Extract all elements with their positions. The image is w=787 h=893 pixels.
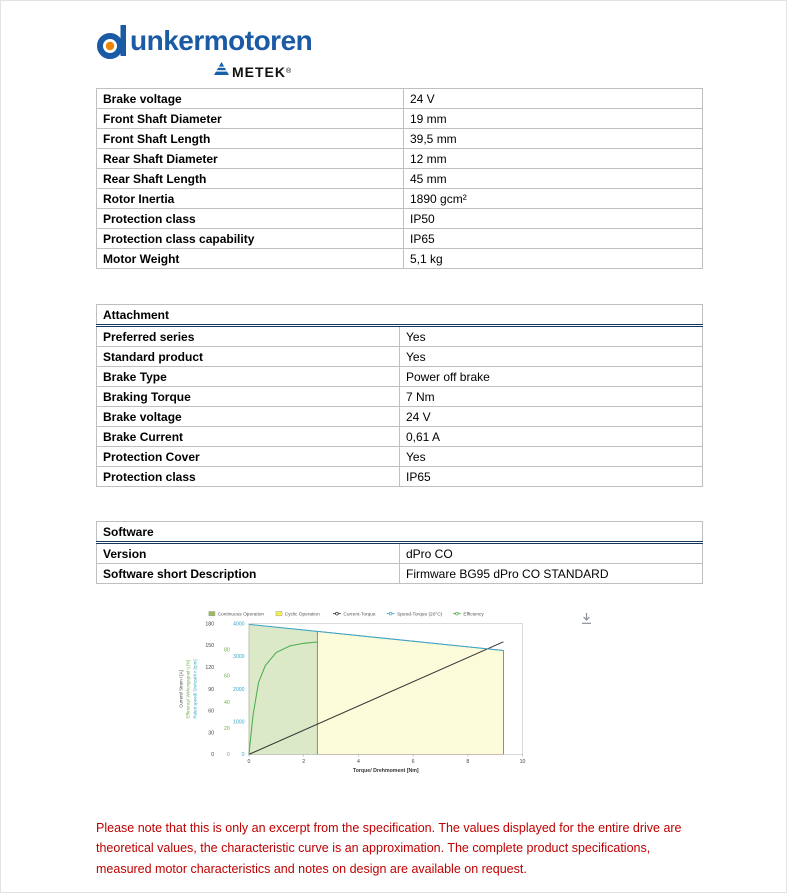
svg-text:10: 10 — [519, 759, 526, 766]
svg-text:6: 6 — [411, 759, 415, 766]
svg-text:0: 0 — [247, 759, 251, 766]
spec-value: Yes — [400, 447, 703, 467]
svg-text:90: 90 — [208, 686, 215, 693]
spec-value: 24 V — [404, 89, 703, 109]
table-row — [97, 367, 703, 387]
table-row — [97, 149, 703, 169]
svg-text:30: 30 — [208, 730, 215, 737]
svg-text:Cyclic Operation: Cyclic Operation — [284, 612, 320, 618]
svg-text:Current-Torque: Current-Torque — [343, 612, 376, 618]
svg-text:0: 0 — [226, 752, 230, 759]
spec-value: 45 mm — [404, 169, 703, 189]
svg-text:8: 8 — [466, 759, 470, 766]
svg-text:20: 20 — [223, 726, 230, 732]
svg-text:4000: 4000 — [232, 621, 245, 628]
svg-text:2: 2 — [302, 759, 306, 766]
svg-text:Rated speed/ Drehzahl n [rpm]: Rated speed/ Drehzahl n [rpm] — [192, 659, 198, 719]
download-icon[interactable] — [578, 612, 594, 628]
table-row — [97, 564, 703, 584]
svg-text:120: 120 — [205, 665, 215, 671]
ametek-name-text: METEK — [232, 63, 286, 80]
spec-label: Protection class — [97, 209, 404, 229]
svg-text:0: 0 — [211, 752, 215, 759]
spec-value: IP65 — [400, 467, 703, 487]
table-row — [97, 326, 703, 347]
svg-text:Speed-Torque (20°C): Speed-Torque (20°C) — [397, 612, 443, 618]
footer-note: Please note that this is only an excerpt from the specification. The values displayed for the entire drive are theoretical values, the characteristic curve is an approximation. The complete product specifications, measured motor characteristics and notes on design are available on request. — [96, 821, 682, 876]
table-row — [97, 467, 703, 487]
table-row — [97, 209, 703, 229]
software-section-header: Software — [97, 522, 703, 543]
spec-label: Front Shaft Diameter — [97, 109, 404, 129]
spec-label: Rear Shaft Diameter — [97, 149, 404, 169]
spec-table — [96, 88, 703, 269]
table-row — [97, 129, 703, 149]
svg-text:Continuous Operation: Continuous Operation — [217, 612, 265, 618]
table-row — [97, 249, 703, 269]
table-row — [97, 447, 703, 467]
table-row — [97, 169, 703, 189]
svg-text:Torque/ Drehmoment [Nm]: Torque/ Drehmoment [Nm] — [352, 767, 419, 774]
spec-label: Software short Description — [97, 564, 400, 584]
spec-value: dPro CO — [400, 543, 703, 564]
spec-label: Standard product — [97, 347, 400, 367]
dunkermotoren-d-icon — [96, 23, 129, 66]
spec-value: 0,61 A — [400, 427, 703, 447]
registered-mark: ® — [286, 67, 292, 75]
characteristic-curve-chart — [174, 608, 694, 792]
ametek-emblem-icon — [214, 62, 229, 81]
spec-label: Preferred series — [97, 326, 400, 347]
table-row — [97, 543, 703, 564]
table-row — [97, 347, 703, 367]
svg-text:4: 4 — [356, 759, 360, 766]
svg-text:2000: 2000 — [232, 686, 245, 693]
table-row — [97, 427, 703, 447]
spec-label: Version — [97, 543, 400, 564]
table-row — [97, 189, 703, 209]
svg-text:60: 60 — [223, 673, 230, 680]
svg-text:40: 40 — [223, 699, 230, 706]
svg-text:80: 80 — [223, 647, 230, 654]
svg-text:3000: 3000 — [232, 654, 245, 661]
spec-label: Motor Weight — [97, 249, 404, 269]
spec-label: Brake Current — [97, 427, 400, 447]
spec-value: Yes — [400, 347, 703, 367]
svg-text:Current/ Strom I [A]: Current/ Strom I [A] — [178, 670, 184, 708]
ametek-logo — [214, 63, 703, 80]
spec-label: Front Shaft Length — [97, 129, 404, 149]
spec-value: 24 V — [400, 407, 703, 427]
spec-label: Rotor Inertia — [97, 189, 404, 209]
table-row — [97, 89, 703, 109]
spec-value: Firmware BG95 dPro CO STANDARD — [400, 564, 703, 584]
brand-name-text: unkermotoren — [130, 25, 313, 56]
attachment-table — [96, 304, 703, 487]
spec-label: Brake voltage — [97, 89, 404, 109]
spec-value: IP65 — [404, 229, 703, 249]
svg-text:Efficiency/ Wirkungsgrad η [%]: Efficiency/ Wirkungsgrad η [%] — [185, 659, 191, 719]
attachment-section-header: Attachment — [97, 305, 703, 326]
spec-value: 12 mm — [404, 149, 703, 169]
svg-text:Efficiency: Efficiency — [463, 612, 484, 618]
spec-label: Braking Torque — [97, 387, 400, 407]
spec-label: Brake Type — [97, 367, 400, 387]
spec-value: 7 Nm — [400, 387, 703, 407]
spec-label: Protection class capability — [97, 229, 404, 249]
spec-value: 39,5 mm — [404, 129, 703, 149]
table-row — [97, 109, 703, 129]
spec-value: IP50 — [404, 209, 703, 229]
chart-canvas — [174, 608, 540, 791]
spec-value: 5,1 kg — [404, 249, 703, 269]
spec-value: 19 mm — [404, 109, 703, 129]
spec-label: Protection class — [97, 467, 400, 487]
svg-text:150: 150 — [205, 643, 215, 650]
svg-text:0: 0 — [241, 752, 245, 759]
spec-value: Power off brake — [400, 367, 703, 387]
svg-text:180: 180 — [205, 621, 215, 628]
svg-text:1000: 1000 — [232, 719, 245, 726]
table-row — [97, 387, 703, 407]
spec-label: Protection Cover — [97, 447, 400, 467]
dunkermotoren-logo — [96, 23, 703, 63]
spec-label: Brake voltage — [97, 407, 400, 427]
spec-value: Yes — [400, 326, 703, 347]
software-table — [96, 521, 703, 584]
spec-value: 1890 gcm² — [404, 189, 703, 209]
spec-label: Rear Shaft Length — [97, 169, 404, 189]
svg-text:60: 60 — [208, 708, 215, 715]
table-row — [97, 229, 703, 249]
table-row — [97, 407, 703, 427]
